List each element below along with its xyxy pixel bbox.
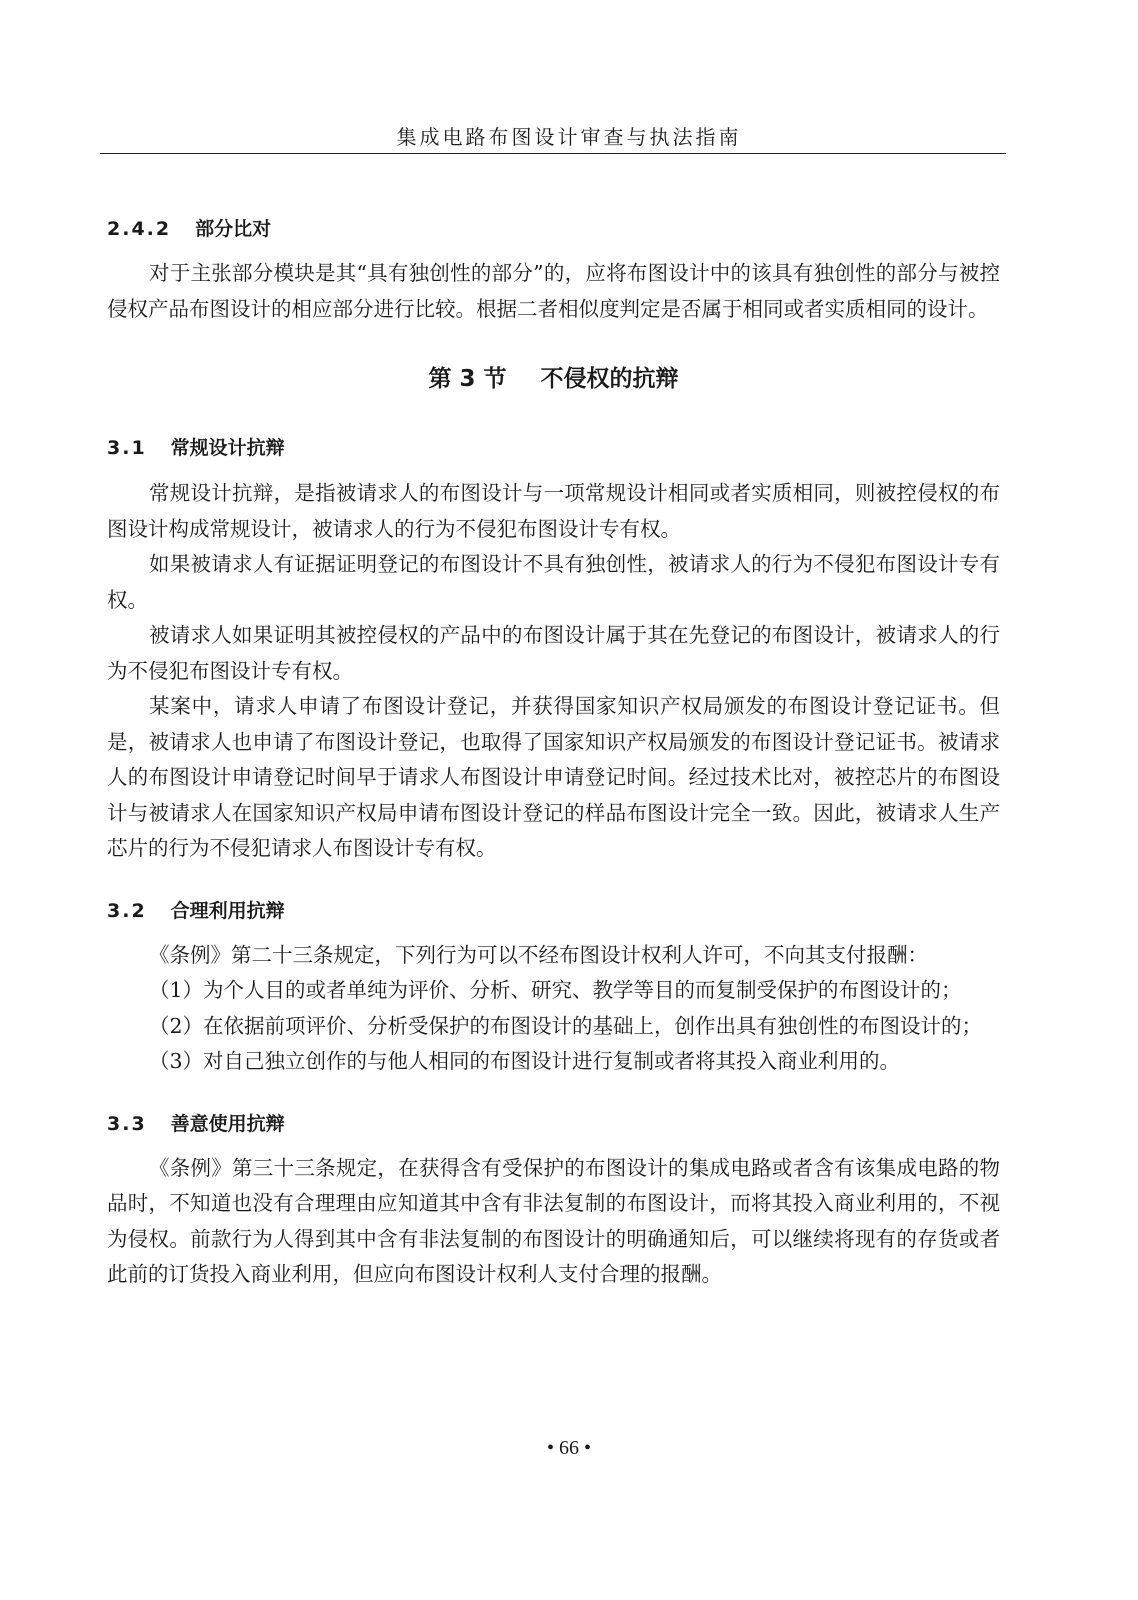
chapter-title (107, 363, 1000, 395)
paragraph: 《条例》第三十三条规定，在获得含有受保护的布图设计的集成电路或者含有该集成电路的物品时，不知道也没有合理理由应知道其中含有非法复制的布图设计，而将其投入商业利用的，不视为侵权。前款行为人得到其中含有非法复制的布图设计的明确通知后，可以继续将现有的存货或者此前的订货投入商业利用，但应向布图设计权利人支付合理的报酬。 (107, 1155, 1000, 1286)
paragraph: 被请求人如果证明其被控侵权的产品中的布图设计属于其在先登记的布图设计，被请求人的行为不侵犯布图设计专有权。 (107, 623, 1000, 683)
section-number: 2.4.2 (107, 218, 172, 240)
chapter-name: 不侵权的抗辩 (540, 366, 679, 392)
paragraph: 某案中，请求人申请了布图设计登记，并获得国家知识产权局颁发的布图设计登记证书。但是，被请求人也申请了布图设计登记，也取得了国家知识产权局颁发的布图设计登记证书。被请求人的布图设计申请登记时间早于请求人布图设计申请登记时间。经过技术比对，被控芯片的布图设计与被请求人在国家知识产权局申请布图设计登记的样品布图设计完全一致。因此，被请求人生产芯片的行为不侵犯请求人布图设计专有权。 (107, 694, 1000, 860)
section-title: 常规设计抗辩 (170, 437, 285, 459)
section-title: 善意使用抗辩 (170, 1112, 285, 1135)
paragraph: 对于主张部分模块是其“具有独创性的部分”的，应将布图设计中的该具有独创性的部分与被控侵权产品布图设计的相应部分进行比较。根据二者相似度判定是否属于相同或者实质相同的设计。 (107, 261, 1000, 321)
header-rule (100, 153, 1006, 154)
section-heading-3-3 (107, 1110, 1000, 1138)
section-heading-3-2 (107, 897, 1000, 925)
section-number: 3.3 (107, 1112, 147, 1135)
section-number: 3.1 (107, 437, 147, 459)
paragraph: 《条例》第二十三条规定，下列行为可以不经布图设计权利人许可，不向其支付报酬： (149, 942, 928, 967)
section-number: 3.2 (107, 899, 147, 922)
section-heading-2-4-2 (107, 215, 1000, 243)
running-header: 集成电路布图设计审查与执法指南 (396, 125, 742, 149)
list-item: （2）在依据前项评价、分析受保护的布图设计的基础上，创作出具有独创性的布图设计的； (149, 1013, 983, 1038)
list-item: （1）为个人目的或者单纯为评价、分析、研究、教学等目的而复制受保护的布图设计的； (149, 978, 962, 1002)
page-body (107, 215, 1000, 1293)
paragraph: 如果被请求人有证据证明登记的布图设计不具有独创性，被请求人的行为不侵犯布图设计专有权。 (107, 552, 1000, 612)
chapter-number: 第 3 节 (428, 366, 507, 392)
page-number: • 66 • (546, 1437, 591, 1459)
paragraph: 常规设计抗辩，是指被请求人的布图设计与一项常规设计相同或者实质相同，则被控侵权的布图设计构成常规设计，被请求人的行为不侵犯布图设计专有权。 (107, 481, 1000, 541)
list-item: （3）对自己独立创作的与他人相同的布图设计进行复制或者将其投入商业利用的。 (149, 1049, 901, 1073)
section-title: 部分比对 (195, 218, 272, 240)
section-title: 合理利用抗辩 (170, 899, 285, 922)
section-heading-3-1 (107, 434, 1000, 462)
